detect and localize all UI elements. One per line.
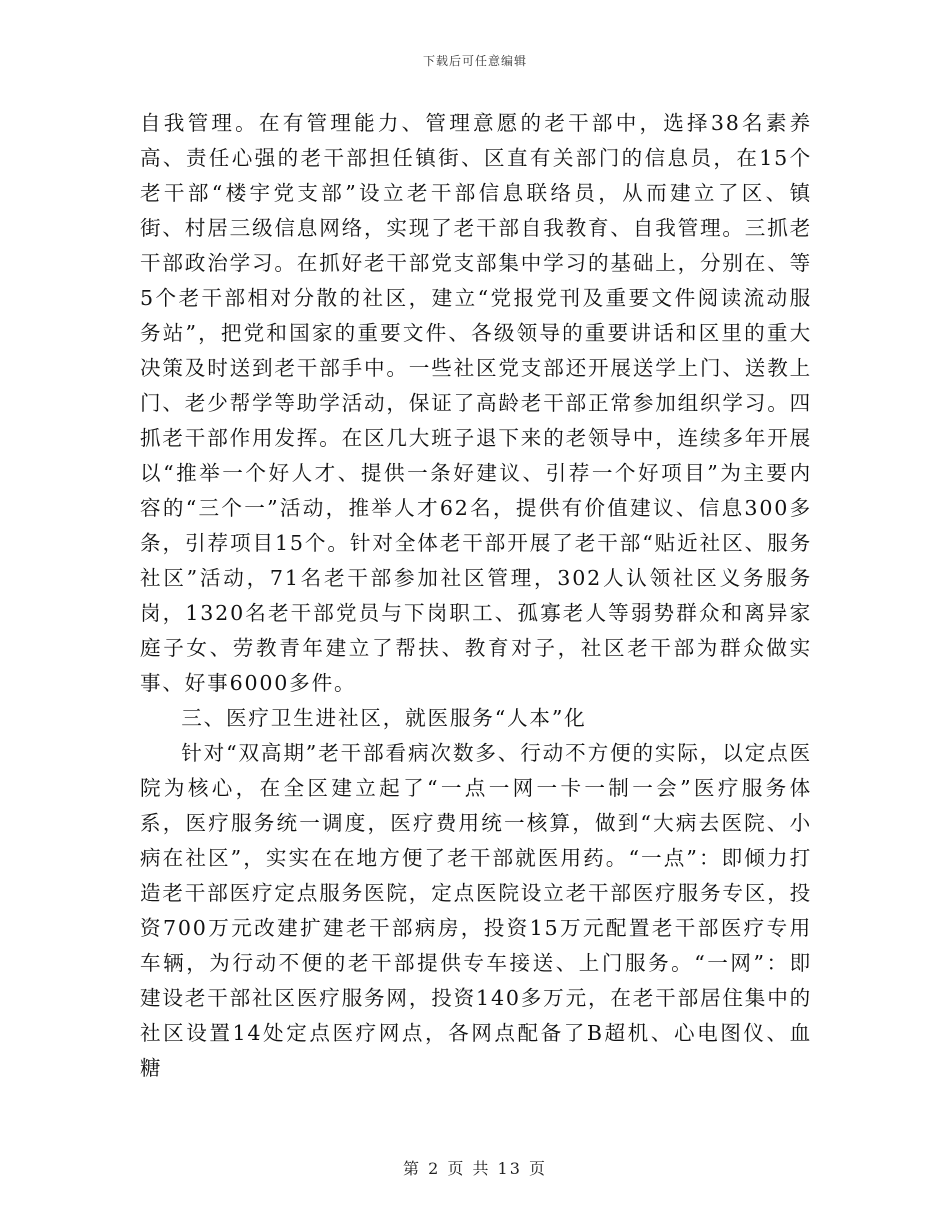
document-body xyxy=(140,106,812,1086)
body-paragraph-1: 自我管理。在有管理能力、管理意愿的老干部中，选择38名素养高、责任心强的老干部担任镇街、区直有关部门的信息员，在15个老干部“楼宇党支部”设立老干部信息联络员，从而建立了区、镇街、村居三级信息网络，实现了老干部自我教育、自我管理。三抓老干部政治学习。在抓好老干部党支部集中学习的基础上，分别在、等5个老干部相对分散的社区，建立“党报党刊及重要文件阅读流动服务站”，把党和国家的重要文件、各级领导的重要讲话和区里的重大决策及时送到老干部手中。一些社区党支部还开展送学上门、送教上门、老少帮学等助学活动，保证了高龄老干部正常参加组织学习。四抓老干部作用发挥。在区几大班子退下来的老领导中，连续多年开展以“推举一个好人才、提供一条好建议、引荐一个好项目”为主要内容的“三个一”活动，推举人才62名，提供有价值建议、信息300多条，引荐项目15个。针对全体老干部开展了老干部“贴近社区、服务社区”活动，71名老干部参加社区管理，302人认领社区义务服务岗，1320名老干部党员与下岗职工、孤寡老人等弱势群众和离异家庭子女、劳教青年建立了帮扶、教育对子，社区老干部为群众做实事、好事6000多件。 xyxy=(140,111,812,695)
body-paragraph-2: 针对“双高期”老干部看病次数多、行动不方便的实际，以定点医院为核心，在全区建立起了“一点一网一卡一制一会”医疗服务体系，医疗服务统一调度，医疗费用统一核算，做到“大病去医院、小病在社区”，实实在在地方便了老干部就医用药。“一点”：即倾力打造老干部医疗定点服务医院，定点医院设立老干部医疗服务专区，投资700万元改建扩建老干部病房，投资15万元配置老干部医疗专用车辆，为行动不便的老干部提供专车接送、上门服务。“一网”：即建设老干部社区医疗服务网，投资140多万元，在老干部居住集中的社区设置14处定点医疗网点，各网点配备了B超机、心电图仪、血糖 xyxy=(140,741,812,1080)
page-number-footer: 第 2 页 共 13 页 xyxy=(403,1159,547,1178)
section-heading: 三、医疗卫生进社区，就医服务“人本”化 xyxy=(181,706,587,730)
page-header-note: 下载后可任意编辑 xyxy=(422,54,527,68)
